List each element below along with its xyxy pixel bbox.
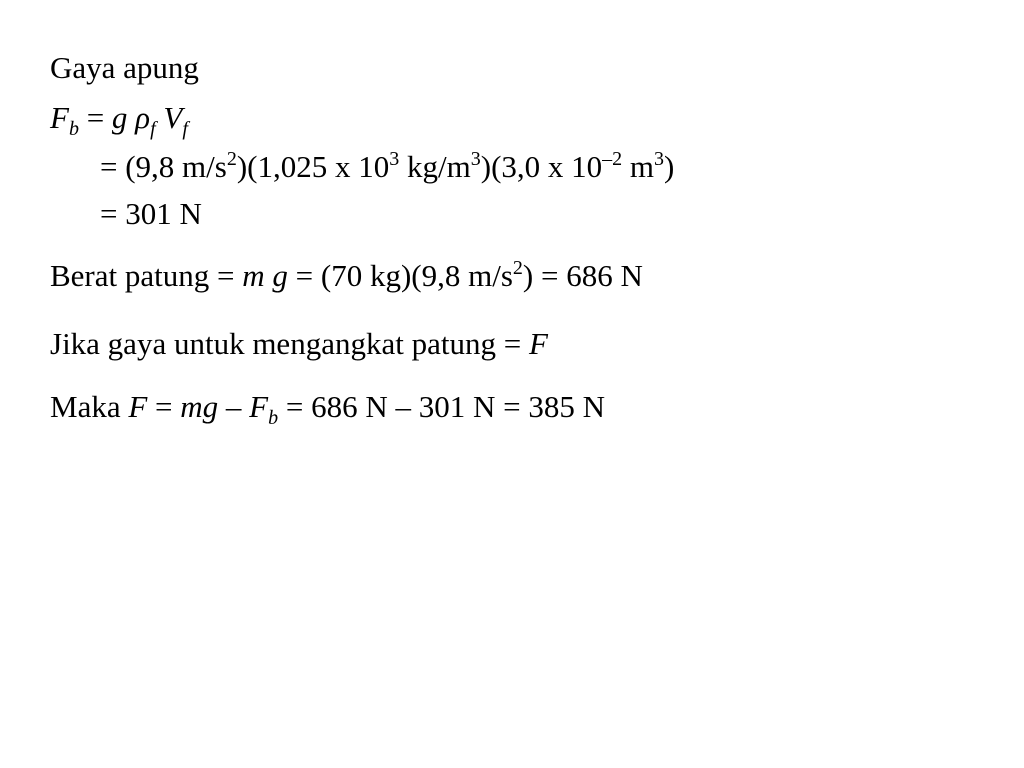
result-text: = 301 N [100,196,202,231]
gravity-symbol: g [111,100,128,135]
heading-text: Gaya apung [50,50,199,85]
substitution-part: )(1,025 x 10 [236,149,390,184]
maka-text: Maka [50,389,129,424]
buoyancy-substitution [100,149,674,185]
gravity-symbol: g [272,258,288,293]
force-symbol: F [528,326,548,361]
lifting-force-definition [50,326,548,362]
density-subscript: f [150,118,156,140]
substitution-part: )(3,0 x 10 [480,149,603,184]
force-subscript: b [68,118,79,140]
final-calc: = 686 N – 301 N = 385 N [278,389,605,424]
exponent: –2 [602,148,623,170]
volume-symbol: V [163,100,183,135]
exponent: 3 [389,148,400,170]
volume-subscript: f [182,118,188,140]
substitution-part: m [622,149,655,184]
weight-label: Berat patung = [50,258,243,293]
substitution-part: = (9,8 m/s [100,149,227,184]
substitution-part: kg/m [399,149,471,184]
buoyant-force-subscript: b [268,407,279,429]
exponent: 3 [654,148,665,170]
buoyancy-result [100,196,202,232]
lifting-force-result [50,389,605,429]
definition-text: Jika gaya untuk mengangkat patung = [50,326,529,361]
force-symbol: F [128,389,148,424]
exponent: 2 [512,257,523,279]
weight-symbol: mg [180,389,219,424]
equals-sign: = [147,389,181,424]
weight-calc: = (70 kg)(9,8 m/s [287,258,513,293]
exponent: 2 [226,148,237,170]
space [127,100,135,135]
exponent: 3 [470,148,481,170]
statue-weight-line [50,258,643,294]
minus-sign: – [218,389,250,424]
density-symbol: ρ [135,100,151,135]
equals-sign: = [78,100,112,135]
heading-gaya-apung [50,50,199,86]
substitution-part: ) [664,149,675,184]
weight-result: ) = 686 N [522,258,643,293]
buoyancy-formula [50,100,188,140]
buoyant-force-symbol: F [249,389,269,424]
force-symbol: F [50,100,69,135]
mass-symbol: m [242,258,265,293]
